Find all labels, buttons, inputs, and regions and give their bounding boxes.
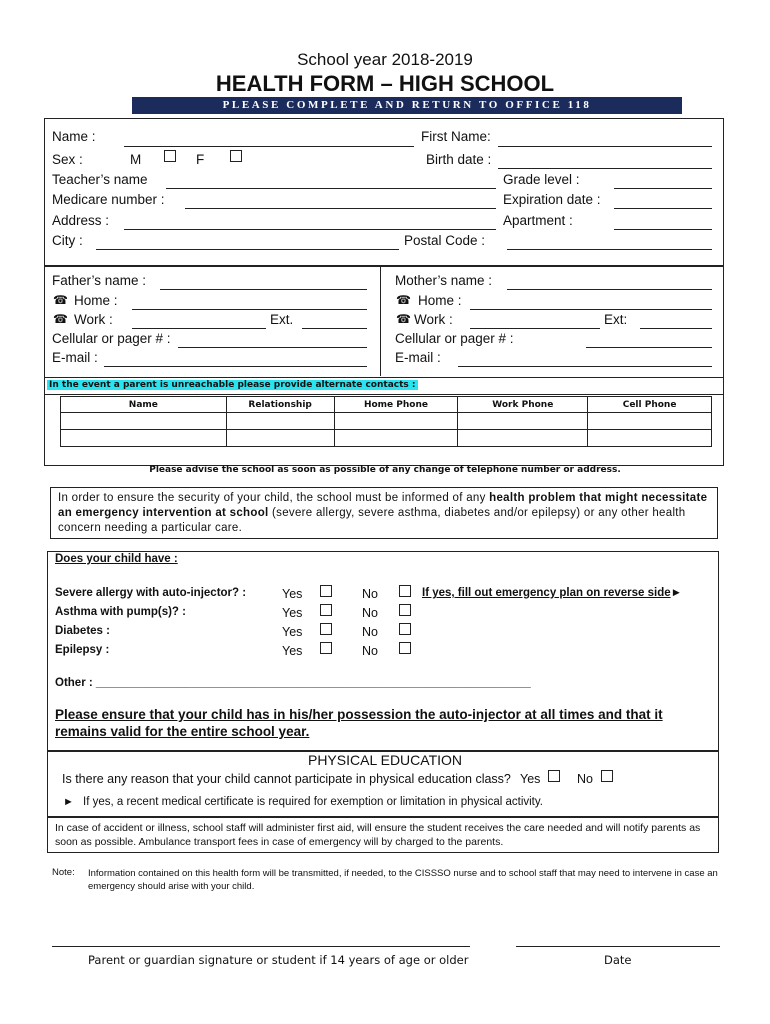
auto-injector-warning: Please ensure that your child has in his/her possession the auto-injector at all times and that it remains valid for the entire school year. — [55, 707, 663, 739]
allergy-no-label: No — [362, 587, 378, 601]
pe-yes-label: Yes — [520, 772, 541, 786]
medicare-field[interactable] — [185, 208, 496, 209]
father-work-phone-icon: ☎ — [53, 312, 68, 326]
mother-cell-label: Cellular or pager # : — [395, 331, 514, 346]
note-label: Note: — [52, 867, 75, 878]
other-field[interactable]: Other : ____________________________________________________________________ — [55, 677, 531, 689]
father-cell-label: Cellular or pager # : — [52, 331, 171, 346]
teacher-label: Teacher’s name — [52, 172, 148, 187]
father-work-label: Work : — [74, 312, 113, 327]
sex-label: Sex : — [52, 152, 83, 167]
mother-field[interactable] — [507, 289, 712, 290]
city-label: City : — [52, 233, 83, 248]
father-email-label: E-mail : — [52, 350, 98, 365]
col-cell-phone: Cell Phone — [588, 397, 712, 413]
birth-date-field[interactable] — [498, 168, 712, 169]
info-intro-bold: health problem that might necessitate an emergency intervention at school — [58, 492, 708, 519]
mother-work-label: Work : — [414, 312, 453, 327]
father-home-label: Home : — [74, 293, 118, 308]
conditions-question: Does your child have : — [55, 553, 178, 565]
mother-home-label: Home : — [418, 293, 462, 308]
table-row — [61, 430, 712, 447]
mother-ext-field[interactable] — [640, 328, 712, 329]
contact-1-relationship[interactable] — [226, 413, 334, 430]
info-box — [50, 487, 718, 539]
first-name-label: First Name: — [421, 129, 491, 144]
postal-field[interactable] — [507, 249, 712, 250]
condition-epilepsy-label: Epilepsy : — [55, 644, 110, 656]
epilepsy-yes-label: Yes — [282, 644, 303, 658]
epilepsy-no-label: No — [362, 644, 378, 658]
school-year: School year 2018-2019 — [297, 50, 473, 69]
asthma-yes-label: Yes — [282, 606, 303, 620]
grade-label: Grade level : — [503, 172, 580, 187]
allergy-yes-checkbox[interactable] — [320, 585, 332, 597]
father-ext-label: Ext. — [270, 312, 294, 327]
asthma-no-label: No — [362, 606, 378, 620]
pe-arrow-icon: ► — [63, 796, 74, 808]
contact-2-relationship[interactable] — [226, 430, 334, 447]
father-home-phone-icon: ☎ — [53, 293, 68, 307]
sex-f-label: F — [196, 152, 205, 167]
allergy-no-checkbox[interactable] — [399, 585, 411, 597]
contact-2-work-phone[interactable] — [458, 430, 588, 447]
condition-asthma-label: Asthma with pump(s)? : — [55, 606, 186, 618]
expiration-label: Expiration date : — [503, 192, 601, 207]
mother-work-phone-icon: ☎ — [396, 312, 411, 326]
contact-1-home-phone[interactable] — [334, 413, 458, 430]
pe-no-checkbox[interactable] — [601, 770, 613, 782]
condition-diabetes-label: Diabetes : — [55, 625, 110, 637]
pe-title: PHYSICAL EDUCATION — [307, 752, 463, 768]
alternate-contacts-highlight: In the event a parent is unreachable please provide alternate contacts : — [49, 380, 416, 390]
arrow-right-icon: ► — [670, 587, 683, 599]
diabetes-yes-checkbox[interactable] — [320, 623, 332, 635]
mother-email-field[interactable] — [458, 366, 712, 367]
condition-allergy-label: Severe allergy with auto-injector? : — [55, 587, 247, 599]
address-field[interactable] — [124, 229, 496, 230]
signature-label: Parent or guardian signature or student if 14 years of age or older — [88, 953, 469, 967]
alternate-contacts-table — [60, 396, 712, 447]
pe-certificate-note: If yes, a recent medical certificate is required for exemption or limitation in physical activity. — [83, 796, 543, 808]
first-name-field[interactable] — [498, 146, 712, 147]
accident-box — [47, 817, 719, 853]
name-field[interactable] — [124, 146, 414, 147]
alternate-contacts-banner — [45, 377, 723, 395]
return-banner-text: PLEASE COMPLETE AND RETURN TO OFFICE 118 — [222, 99, 592, 111]
contact-2-home-phone[interactable] — [334, 430, 458, 447]
date-field[interactable] — [516, 946, 720, 947]
mother-work-field[interactable] — [470, 328, 600, 329]
mother-home-phone-icon: ☎ — [396, 293, 411, 307]
father-cell-field[interactable] — [178, 347, 367, 348]
pe-no-label: No — [577, 772, 593, 786]
city-field[interactable] — [96, 249, 399, 250]
diabetes-yes-label: Yes — [282, 625, 303, 639]
father-field[interactable] — [160, 289, 367, 290]
allergy-yes-label: Yes — [282, 587, 303, 601]
sex-f-checkbox[interactable] — [230, 150, 242, 162]
mother-home-field[interactable] — [470, 309, 712, 310]
mother-label: Mother’s name : — [395, 273, 493, 288]
expiration-field[interactable] — [614, 208, 712, 209]
mother-email-label: E-mail : — [395, 350, 441, 365]
address-label: Address : — [52, 213, 110, 228]
date-label: Date — [604, 953, 632, 967]
col-relationship: Relationship — [226, 397, 334, 413]
father-work-field[interactable] — [132, 328, 266, 329]
name-label: Name : — [52, 129, 96, 144]
sex-m-label: M — [130, 152, 142, 167]
info-intro-rest: (severe allergy, severe asthma, diabetes and/or epilepsy) or any other health concern needing a particular care. — [58, 507, 686, 534]
table-row — [61, 413, 712, 430]
epilepsy-yes-checkbox[interactable] — [320, 642, 332, 654]
diabetes-no-label: No — [362, 625, 378, 639]
accident-text: In case of accident or illness, school staff will administer first aid, will ensure the student receives the care needed and will notify parents as soon as possible. Ambulance transport fees in case of emergency will by charged to the parents. — [55, 822, 701, 848]
mother-ext-label: Ext: — [604, 312, 628, 327]
form-title: HEALTH FORM – HIGH SCHOOL — [215, 71, 555, 96]
asthma-no-checkbox[interactable] — [399, 604, 411, 616]
parents-divider — [380, 266, 381, 376]
pe-question: Is there any reason that your child cannot participate in physical education class? — [62, 772, 511, 786]
change-notice: Please advise the school as soon as possible of any change of telephone number or address. — [149, 465, 621, 475]
apartment-label: Apartment : — [503, 213, 573, 228]
contact-1-cell-phone[interactable] — [588, 413, 712, 430]
signature-field[interactable] — [52, 946, 470, 947]
emergency-plan-text: If yes, fill out emergency plan on reverse side — [422, 587, 671, 599]
contact-1-name[interactable] — [61, 413, 227, 430]
father-email-field[interactable] — [104, 366, 367, 367]
contact-2-name[interactable] — [61, 430, 227, 447]
mother-cell-field[interactable] — [586, 347, 712, 348]
grade-field[interactable] — [614, 188, 712, 189]
apartment-field[interactable] — [614, 229, 712, 230]
father-ext-field[interactable] — [302, 328, 367, 329]
sex-m-checkbox[interactable] — [164, 150, 176, 162]
father-label: Father’s name : — [52, 273, 147, 288]
epilepsy-no-checkbox[interactable] — [399, 642, 411, 654]
contact-2-cell-phone[interactable] — [588, 430, 712, 447]
diabetes-no-checkbox[interactable] — [399, 623, 411, 635]
postal-label: Postal Code : — [404, 233, 486, 248]
birth-date-label: Birth date : — [426, 152, 492, 167]
teacher-field[interactable] — [166, 188, 496, 189]
contact-1-work-phone[interactable] — [458, 413, 588, 430]
father-home-field[interactable] — [132, 309, 367, 310]
pe-yes-checkbox[interactable] — [548, 770, 560, 782]
col-home-phone: Home Phone — [334, 397, 458, 413]
asthma-yes-checkbox[interactable] — [320, 604, 332, 616]
info-intro: In order to ensure the security of your child, the school must be informed of any — [58, 492, 490, 504]
medicare-label: Medicare number : — [52, 192, 165, 207]
col-work-phone: Work Phone — [458, 397, 588, 413]
return-banner — [132, 97, 682, 114]
emergency-plan-note — [422, 587, 682, 599]
note-text: Information contained on this health form will be transmitted, if needed, to the CISSSO nurse and to school staff that may need to intervene in case an emergency should arise with your child. — [88, 868, 718, 892]
col-name: Name — [61, 397, 227, 413]
